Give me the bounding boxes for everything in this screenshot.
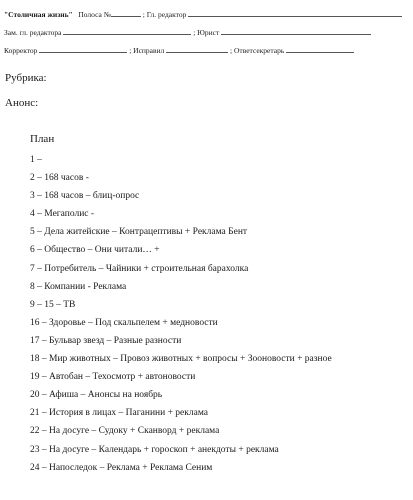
plan-title: План [30, 133, 55, 145]
deputy-editor-label: Зам. гл. редактора [4, 28, 62, 37]
plan-item: 7 – Потребитель – Чайники + строительная барахолка [30, 263, 249, 274]
plan-item: 3 – 168 часов – блиц-опрос [30, 191, 140, 202]
plan-item: 24 – Напоследок – Реклама + Реклама Сеним [30, 462, 213, 473]
plan-item: 21 – История в лицах – Паганини + реклама [30, 408, 209, 419]
corrected-label: ; Исправил [129, 46, 165, 55]
secretary-signature-field[interactable] [286, 45, 354, 53]
lawyer-signature-field[interactable] [221, 27, 371, 35]
plan-item: 5 – Дела житейские – Контрацептивы + Реклама Бент [30, 227, 248, 238]
rubric-label: Рубрика: [5, 72, 47, 84]
plan-item: 6 – Общество – Они читали… + [30, 245, 160, 256]
plan-item: 9 – 15 – ТВ [30, 299, 76, 310]
plan-item: 22 – На досуге – Судоку + Сканворд + реклама [30, 426, 220, 437]
plan-item: 16 – Здоровье – Под скальпелем + медновости [30, 317, 218, 328]
deputy-editor-signature-field[interactable] [63, 27, 191, 35]
plan-item: 23 – На досуге – Календарь + гороскоп + анекдоты + реклама [30, 444, 279, 455]
plan-item: 17 – Бульвар звезд – Разные разности [30, 335, 182, 346]
chief-editor-signature-field[interactable] [188, 9, 402, 17]
corrector-signature-field[interactable] [39, 45, 127, 53]
plan-item: 1 – [30, 155, 42, 165]
polosa-number-field[interactable] [111, 9, 141, 17]
anons-label: Анонс: [5, 97, 39, 109]
corrected-signature-field[interactable] [166, 45, 228, 53]
plan-item: 19 – Автобан – Техосмотр + автоновости [30, 372, 196, 383]
plan-item: 4 – Мегаполис - [30, 209, 95, 220]
plan-item: 2 – 168 часов - [30, 173, 89, 184]
paper-name: "Столичная жизнь" [4, 10, 73, 19]
plan-item: 20 – Афиша – Анонсы на ноябрь [30, 390, 163, 401]
chief-editor-label: ; Гл. редактор [142, 10, 187, 19]
header-line-1 [4, 9, 409, 19]
lawyer-label: ; Юрист [193, 28, 220, 37]
plan-item: 8 – Компании - Реклама [30, 281, 127, 292]
header-line-3 [4, 45, 409, 55]
secretary-label: ; Ответсекретарь [230, 46, 285, 55]
header-line-2 [4, 27, 409, 37]
corrector-label: Корректор [4, 46, 38, 55]
polosa-label: Полоса № [78, 10, 111, 19]
plan-item: 18 – Мир животных – Провоз животных + вопросы + Зооновости + разное [30, 354, 332, 365]
plan-list [30, 151, 332, 477]
